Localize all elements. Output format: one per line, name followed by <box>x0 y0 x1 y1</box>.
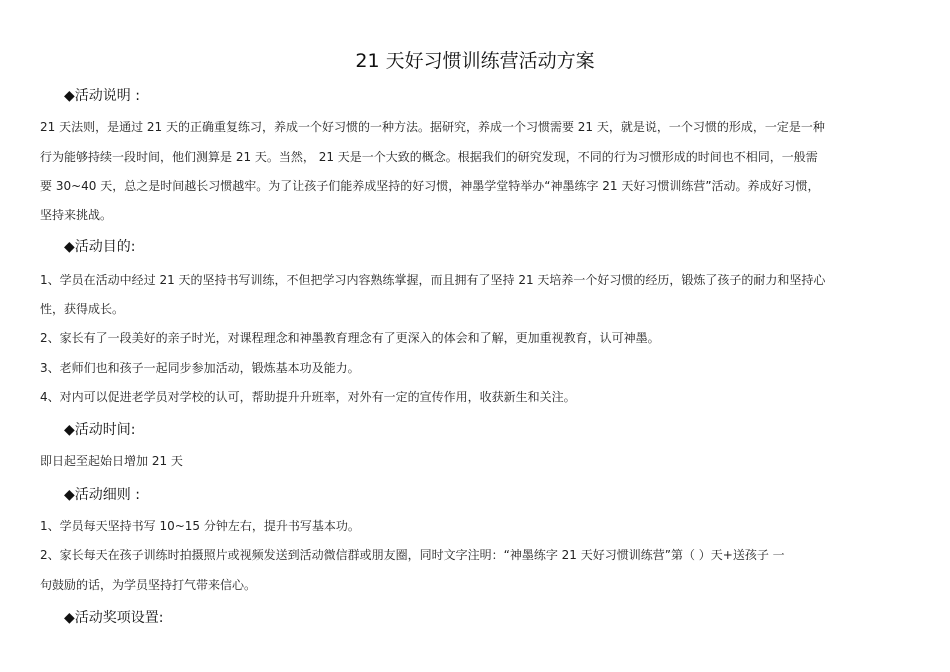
paragraph-line: 2、家长有了一段美好的亲子时光，对课程理念和神墨教育理念有了更深入的体会和了解，更加重视教育，认可神墨。 <box>40 331 660 345</box>
paragraph-line: 性，获得成长。 <box>40 302 125 316</box>
paragraph-line: 坚持来挑战。 <box>40 208 113 222</box>
section-heading-description: ◆活动说明 : <box>64 88 140 104</box>
paragraph-line: 句鼓励的话，为学员坚持打气带来信心。 <box>40 578 257 592</box>
paragraph-line: 21 天法则，是通过 21 天的正确重复练习，养成一个好习惯的一种方法。据研究，养成一个习惯需要 21 天，就是说，一个习惯的形成，一定是一种 <box>40 120 825 134</box>
paragraph-line: 1、学员在活动中经过 21 天的坚持书写训练，不但把学习内容熟练掌握，而且拥有了坚持 21 天培养一个好习惯的经历，锻炼了孩子的耐力和坚持心 <box>40 273 826 287</box>
paragraph-line: 行为能够持续一段时间，他们测算是 21 天。当然， 21 天是一个大致的概念。根据我们的研究发现，不同的行为习惯形成的时间也不相同，一般需 <box>40 150 818 164</box>
section-heading-purpose: ◆活动目的: <box>64 239 136 255</box>
paragraph-line: 2、家长每天在孩子训练时拍摄照片或视频发送到活动微信群或朋友圈，同时文字注明：“神墨练字 21 天好习惯训练营”第（ ）天+送孩子 一 <box>40 548 785 562</box>
section-heading-awards: ◆活动奖项设置: <box>64 610 164 626</box>
paragraph-line: 3、老师们也和孩子一起同步参加活动，锻炼基本功及能力。 <box>40 361 360 375</box>
section-heading-time: ◆活动时间: <box>64 422 136 438</box>
section-heading-rules: ◆活动细则 : <box>64 487 140 503</box>
paragraph-line: 1、学员每天坚持书写 10~15 分钟左右，提升书写基本功。 <box>40 519 360 533</box>
paragraph-line: 要 30~40 天，总之是时间越长习惯越牢。为了让孩子们能养成坚持的好习惯，神墨学堂特举办“神墨练字 21 天好习惯训练营”活动。养成好习惯， <box>40 179 820 193</box>
paragraph-line: 4、对内可以促进老学员对学校的认可，帮助提升升班率，对外有一定的宣传作用，收获新生和关注。 <box>40 390 576 404</box>
document-title: 21 天好习惯训练营活动方案 <box>355 50 595 72</box>
paragraph-line: 即日起至起始日增加 21 天 <box>40 454 183 468</box>
